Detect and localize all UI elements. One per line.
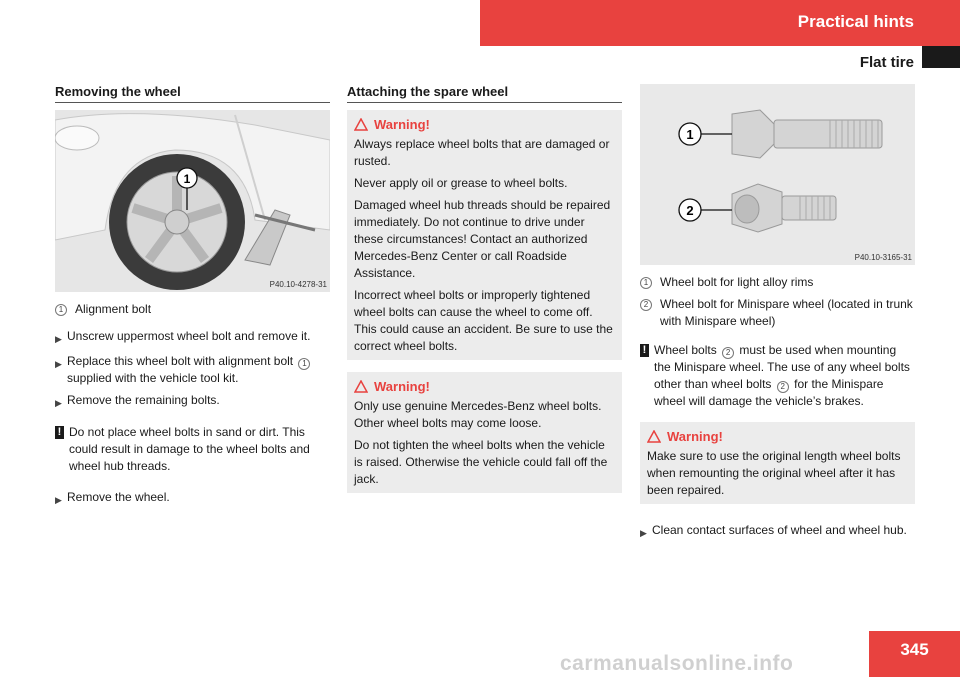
- instruction-step: [55, 392, 330, 412]
- wheel-removal-illustration: [55, 110, 330, 292]
- step-arrow-icon: ▶: [640, 528, 647, 538]
- warning-text: Only use genuine Mercedes-Benz wheel bolts. Other wheel bolts may come loose.: [354, 399, 602, 430]
- warning-text: Do not tighten the wheel bolts when the vehicle is raised. Otherwise the vehicle could fall off the jack.: [354, 438, 608, 486]
- exclamation-icon: !: [640, 344, 649, 357]
- warning-box: [347, 372, 622, 493]
- warning-triangle-icon: [354, 380, 368, 393]
- warning-heading: Warning!: [354, 116, 616, 133]
- inline-number: 2: [777, 381, 789, 393]
- step-arrow-icon: ▶: [55, 398, 62, 408]
- figure-code: P40.10-3165-31: [854, 253, 912, 262]
- step-arrow-icon: ▶: [55, 495, 62, 505]
- instruction-step: [55, 353, 330, 387]
- instruction-step: [55, 489, 330, 509]
- attaching-column: [347, 84, 622, 493]
- step-text: Remove the wheel.: [67, 490, 170, 504]
- note-text: Wheel bolts 2 must be used when mounting the Minispare wheel. The use of any wheel bolts other than wheel bolts 2 for the Minispare wheel will damage the vehicle’s brakes.: [654, 343, 910, 408]
- note-text: Do not place wheel bolts in sand or dirt. This could result in damage to the wheel bolts and wheel hub threads.: [69, 425, 310, 473]
- figure-callout-1: 1: [686, 127, 694, 142]
- figure-callout-2: 2: [686, 203, 694, 218]
- removing-title: Removing the wheel: [55, 84, 330, 103]
- instruction-step: [640, 522, 915, 542]
- step-text: Replace this wheel bolt with alignment bolt 1 supplied with the vehicle tool kit.: [67, 353, 330, 387]
- legend-text: Alignment bolt: [75, 302, 152, 316]
- figure-callout-1: 1: [183, 172, 191, 186]
- figure-code: P40.10-4278-31: [269, 280, 327, 289]
- legend-text: Wheel bolt for Minispare wheel (located in trunk with Minispare wheel): [660, 297, 913, 328]
- warning-text: Damaged wheel hub threads should be repaired immediately. Do not continue to drive under these circumstances! Contact an authorized Mercedes-Benz Center or call Roadside Assistance.: [354, 198, 611, 280]
- legend-number: 1: [55, 304, 67, 316]
- caution-note: [55, 424, 330, 475]
- legend-item: [640, 274, 915, 291]
- warning-text: Make sure to use the original length wheel bolts when remounting the original wheel after it has been repaired.: [647, 449, 901, 497]
- warning-box: [347, 110, 622, 360]
- warning-text: Incorrect wheel bolts or improperly tightened wheel bolts can cause the wheel to come off. This could cause an accident. Be sure to use the correct wheel bolts.: [354, 288, 613, 353]
- wheel-bolts-illustration: [640, 84, 915, 265]
- watermark: carmanualsonline.info: [560, 652, 794, 675]
- inline-number: 1: [298, 358, 310, 370]
- wheel-bolts-figure: [640, 84, 915, 265]
- page-number: 345: [900, 640, 929, 659]
- step-text: Clean contact surfaces of wheel and wheel hub.: [652, 523, 907, 537]
- attaching-title: Attaching the spare wheel: [347, 84, 622, 103]
- section-title: Flat tire: [859, 54, 914, 71]
- caution-note: [640, 342, 915, 410]
- step-text: Remove the remaining bolts.: [67, 393, 220, 407]
- section-tab: [922, 46, 960, 68]
- legend-item: [640, 296, 915, 330]
- inline-number: 2: [722, 347, 734, 359]
- legend-number: 2: [640, 299, 652, 311]
- warning-text: Always replace wheel bolts that are damaged or rusted.: [354, 137, 610, 168]
- instruction-step: [55, 328, 330, 348]
- bolts-column: [640, 84, 915, 542]
- step-arrow-icon: ▶: [55, 334, 62, 344]
- legend-number: 1: [640, 277, 652, 289]
- legend-item: [55, 301, 330, 318]
- exclamation-icon: !: [55, 426, 64, 439]
- wheel-removal-figure: [55, 110, 330, 292]
- warning-triangle-icon: [647, 430, 661, 443]
- step-arrow-icon: ▶: [55, 359, 62, 369]
- warning-text: Never apply oil or grease to wheel bolts.: [354, 176, 568, 190]
- removing-column: [55, 84, 330, 509]
- warning-heading: Warning!: [354, 378, 616, 395]
- chapter-title: Practical hints: [797, 12, 914, 31]
- step-text: Unscrew uppermost wheel bolt and remove it.: [67, 329, 311, 343]
- warning-triangle-icon: [354, 118, 368, 131]
- legend-text: Wheel bolt for light alloy rims: [660, 275, 814, 289]
- warning-box: [640, 422, 915, 504]
- warning-heading: Warning!: [647, 428, 909, 445]
